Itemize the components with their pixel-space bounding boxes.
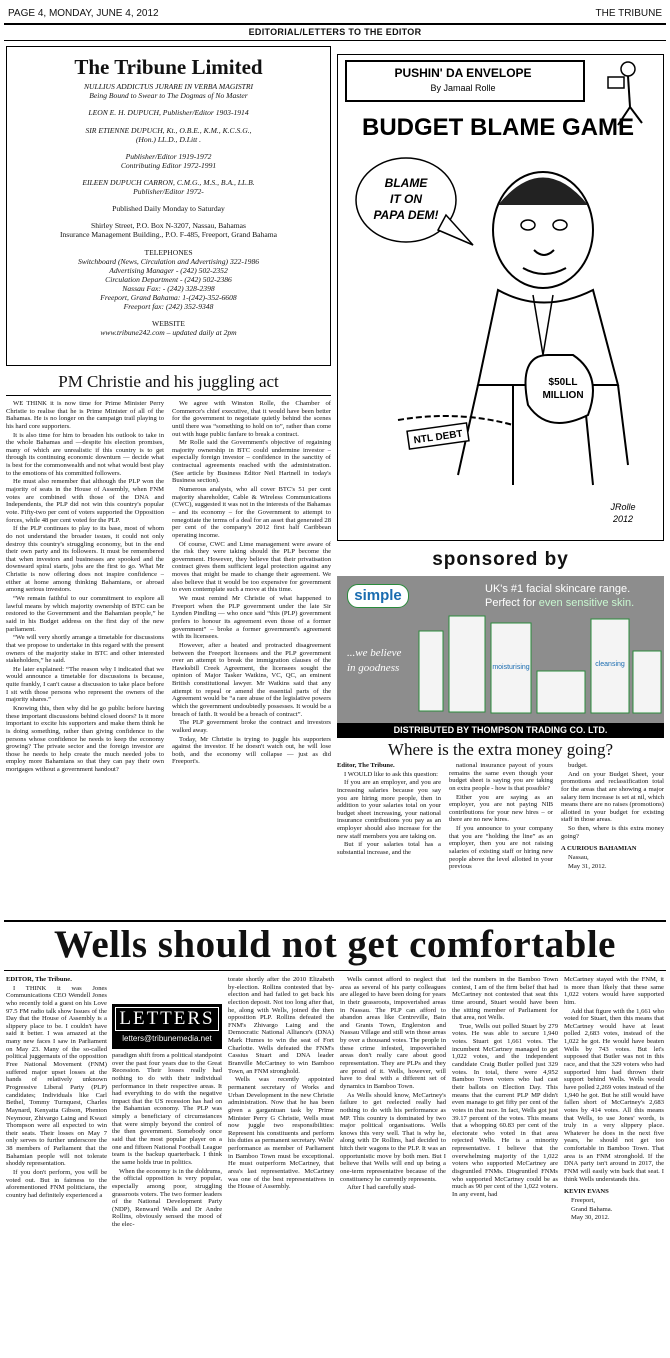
letter-paragraph: And on your Budget Sheet, your promotions and reclassification total for the areas that are showing a major salary item increase is set at nil, which means there are no raises (promotions) allotted in your budget for existing staff in those areas. (561, 770, 664, 824)
masthead-address: Shirley Street, P.O. Box N-3207, Nassau, Bahamas (90, 221, 247, 231)
letter-signature-place: Nassau, (568, 854, 589, 862)
masthead-phone: Freeport, Grand Bahama: 1-(242)-352-6608 (100, 293, 237, 303)
editorial-paragraph: Knowing this, then why did he go public before having these important discussions behind closed doors? Is it more important to excite his supporters and make them think he is doing something, rather than giving confidence to the persons whose confidence he needs to keep the economy growing? The private sector and the foreign investor are those he needs to help create the much needed jobs to employ more Bahamians so that they can pay their own mortgages without a government handout? (6, 704, 164, 774)
editorial-paragraph: We must remind Mr Christie of what happened to Freeport when the PLP government under the late Sir Lynden Pindling — who once said “this (PLP) government prefers to honour its agreement even those of a former government” – broke a former government's agreement with its licensees. (172, 595, 331, 641)
product-tube (419, 631, 443, 711)
letters-badge (112, 1004, 222, 1049)
letter-paragraph: If you don't perform, you will be voted out. But in fairness to the aforementioned FNM politicians, the country had definitely experienced a (6, 1169, 107, 1199)
letter-paragraph: I WOULD like to ask this question: (344, 770, 439, 778)
letter-paragraph: Wells cannot afford to neglect that area as several of his party colleagues are alleged to have been doing for years in their grassroots, impoverished areas in Nassau. The PLP can afford to abandon areas like Centreville, Bain and Grants Town, Englerston and Nassau Village and still win those areas by over a thousand votes. The people in these crime infested, impoverished areas don't really care about good representation. They are PLPs and they are proud of it. Wells, however, will have to deal with a different set of dynamics in Bamboo Town. (340, 976, 446, 1090)
section-title: EDITORIAL/LETTERS TO THE EDITOR (248, 27, 422, 37)
letter2-column-3 (228, 976, 334, 1351)
letter2-column-2 (112, 1052, 222, 1351)
editorial-paragraph: Today, Mr Christie is trying to juggle his supporters against the investor. If he doesn't watch out, he will lose both, and the economy will collapse — just as did Freeport's. (172, 735, 331, 766)
money-bag-label: $50LL (548, 377, 578, 388)
masthead-phone: Switchboard (News, Circulation and Advertising) 322-1986 (77, 256, 260, 266)
masthead-line: SIR ETIENNE DUPUCH, Kt., O.B.E., K.M., K.C.S.G., (85, 125, 252, 135)
ad-tagline (485, 582, 660, 611)
letter-headline: Where is the extra money going? (387, 740, 614, 759)
editorial-paragraph: He must also remember that although the PLP won the majority of seats in the House of Assembly, when FNM votes are combined with those of the DNA and Independents, the PLP did not win this country's popular vote. Fifty-two per cent of voters supported the Opposition forces, while 48 per cent voted for the PLP. (6, 478, 164, 524)
speech-line: PAPA DEM! (373, 208, 439, 222)
letter-salutation: Editor, The Tribune. (337, 762, 395, 769)
letter2-column-1 (6, 976, 107, 1351)
simple-skincare-ad (337, 576, 664, 738)
editorial-rule (6, 395, 331, 396)
masthead-line: Publisher/Editor 1919-1972 (125, 151, 212, 161)
cartoon-series-name: PUSHIN' DA ENVELOPE (394, 66, 532, 80)
editorial-paragraph: However, after a heated and protracted disagreement between the Freeport licensees and the PLP government over an attempt to break the immigration clauses of the Hawksbill Creek Agreement, the licensees sought the opinion of Major Tasker Watkins, VC, QC, an eminent British constitutional lawyer. Mr Watkins said that any attempt to repeal or amend the essential parts of the Agreement would be “a rare abuse of the legislative powers which the government undoubtedly possesses. It would be a breach of faith. It would be a breach of contract”. (172, 641, 331, 718)
masthead-telephones-heading: TELEPHONES (144, 247, 193, 257)
ad-tagline-2: Perfect for (485, 597, 539, 610)
page-header-left: PAGE 4, MONDAY, JUNE 4, 2012 (8, 8, 159, 19)
masthead-website-heading: WEBSITE (152, 319, 185, 329)
masthead-phone: Circulation Department - (242) 502-2386 (105, 274, 232, 284)
letter-paragraph: When the economy is in the doldrums, the official opposition is very popular, especially among poor, struggling grassroots voters. The two former leaders of the National Development Party (NDP), Renward Wells and Dr Andre Rollins, obviously sensed the mood of the elec- (112, 1167, 222, 1229)
debt-tag-label: NTL DEBT (413, 428, 464, 447)
masthead-address: Insurance Management Building., P.O. F-485, Freeport, Grand Bahama (59, 230, 277, 240)
editorial-column-2 (172, 400, 331, 920)
letters-badge-label: LETTERS (115, 1007, 219, 1031)
masthead-line: (Hon.) LL.D., D.Litt . (135, 134, 202, 144)
debt-chain (398, 416, 513, 425)
letter-signature-name: A CURIOUS BAHAMIAN (561, 845, 637, 853)
letter-signature-name: KEVIN EVANS (564, 1188, 609, 1196)
ad-products (417, 611, 662, 719)
cartoon-title: BUDGET BLAME GAME (362, 114, 634, 141)
sponsored-by-label: sponsored by (432, 549, 569, 570)
letter-paragraph: If you announce to your company that you are “holding the line” as an employer, then you are not raising salaries of existing staff or hiring new people above the level allotted in your previous (449, 825, 553, 871)
editorial-paragraph: The PLP government broke the contract and investors walked away. (172, 719, 331, 734)
letter-paragraph: But if your salaries total has a substantial increase, and the (337, 841, 441, 857)
letter-signature-place: Grand Bahama. (571, 1205, 613, 1213)
letter-paragraph: Wells was recently appointed permanent secretary of Works and Urban Development in the new Christie administration. Now that he has been given a gargantuan task by Prime Minister Perry G Christie, Wells must now juggle two responsibilities: Represent his constituents and perform his duties as permanent secretary. Wells' performance as member of Parliament in Bamboo Town must be exceptional. He must outperform McCartney, that area's last representative. McCartney was one of the best representatives in the House of Assembly. (228, 1076, 334, 1191)
ad-tagline-1: UK's #1 facial skincare range. (485, 583, 631, 595)
caricature-figure (458, 172, 628, 485)
letter-paragraph: If you are an employer, and you are increasing salaries because you say you are hiring more people, then in addition to your salaries total on your budget sheet increasing, your national insurance contributions you pay as an employer should also increase for the new staff members you are taking on. (337, 779, 441, 840)
letter-paragraph: torate shortly after the 2010 Elizabeth by-election. Rollins contested that by-election and had failed to get back his election deposit. Not too long after that, he, along with Wells, joined the then opposition PLP. Rollins defeated the FNM's Zhivargo Laing and the Democratic National Alliance's (DNA) Mark Humes to win the seat of Fort Charlotte. Wells defeated the FNM's Cassius Stuart and DNA leader Branville McCartney to win Bamboo Town, an FNM stronghold. (228, 976, 334, 1075)
letter1-column-2 (449, 762, 553, 920)
speech-line: IT ON (390, 192, 422, 206)
masthead-phone: Nassau Fax: - (242) 328-2398 (122, 283, 215, 293)
ad-distributor: DISTRIBUTED BY THOMPSON TRADING CO. LTD. (337, 723, 664, 738)
editorial-cartoon (337, 54, 664, 541)
cartoon-byline: By Jamaal Rolle (430, 83, 496, 93)
product-tube (633, 651, 661, 713)
editorial-paragraph: “We remain faithful to our commitment to explore all lawful means by which majority ownership of BTC can be restored to the Government and the Bahamian people,” he said in his Budget address on the first day of the new parliament. (6, 595, 164, 633)
letter2-column-5 (452, 976, 558, 1351)
ad-slogan (347, 646, 401, 677)
ad-slogan-2: in goodness (347, 662, 400, 675)
masthead-phone: Freeport fax: (242) 352-9348 (123, 302, 214, 312)
letter1-column-3 (561, 762, 664, 920)
letter-signature-place: Freeport, (571, 1196, 595, 1204)
masthead-line: Contributing Editor 1972-1991 (120, 160, 217, 170)
masthead-published: Published Daily Monday to Saturday (112, 204, 225, 214)
masthead-line: LEON E. H. DUPUCH, Publisher/Editor 1903-1914 (88, 108, 249, 118)
product-label: moisturising (492, 664, 530, 671)
letter2-column-4 (340, 976, 446, 1351)
speech-line: BLAME (384, 176, 428, 190)
editorial-paragraph: It is also time for him to broaden his outlook to take in the whole Bahamas and —despite his election promises, many of which are unrealistic if this country is to get through its continuing economic downturn — decide what is best for the commonwealth and not what would best play to the emotions of his committed followers. (6, 431, 164, 477)
editorial-headline: PM Christie and his juggling act (58, 372, 279, 391)
letter-paragraph: True, Wells out polled Stuart by 279 votes. He was able to secure 1,940 votes. Stuart got 1,661 votes. The incumbent McCartney managed to get 1,022 votes, and the independent candidate Craig Butler polled just 329 votes. In total, there were 4,952 Bamboo Town voters who had cast their ballots on Election Day. This means that the current PLP MP didn't even manage to get fifty per cent of the votes in that race. In fact, Wells got just 39.17 percent of the votes. This means that a whopping 60.83 per cent of the electorate who voted in that area rejected Wells. He is a minority representative. I believe that the overwhelming majority of the 1,022 voters who supported McCartney are disgruntled FNMs. Disgruntled FNMs who supported McCartney could be as much as 90 per cent of the 1,022 voters. In any event, had (452, 1022, 558, 1198)
masthead-line: EILEEN DUPUCH CARRON, C.M.G., M.S., B.A., LL.B. (82, 177, 255, 187)
letter-signature-date: May 31, 2012. (568, 862, 607, 870)
product-bottle (449, 616, 485, 712)
ad-brand-logo: simple (347, 584, 409, 608)
letter-paragraph: budget. (568, 762, 588, 769)
header-rule (4, 23, 666, 25)
editorial-paragraph: Numerous analysts, who all cover BTC's 51 per cent majority shareholder, Cable & Wireless Communications (CWC), suggested it was not in the interests of the Bahamas – and its economy – for the Government to attempt to renegotiate the terms of a deal for an asset that generated 28 per cent of the company's 2012 first half Caribbean operating income. (172, 486, 331, 539)
masthead-phone: Advertising Manager - (242) 502-2352 (109, 265, 228, 275)
letter-paragraph: Either you are saying as an employer, you are not paying NIB contributions for your new hires – or there are no new hires. (449, 793, 553, 824)
letter2-column-6 (564, 976, 664, 1351)
section-rule (4, 40, 666, 41)
letter-paragraph: Add that figure with the 1,661 who voted for Stuart, then this means that McCartney would have at least polled 2,683 votes, instead of the 1,022 he got. He would have beaten Wells by 743 votes. But let's supposed that Butler was not in this race, and that the 329 voters who had supported him had thrown their support behind Wells. Wells would have polled 2,269 votes instead of the 1,940 he got. But he still would have fallen short of McCartney's 2,683 votes by 414 votes. All this means that Wells, to use Jones' words, is truly in a very slippery place. Whatever he does in the next five years, he should not get too comfortable in Bamboo Town. That area is an FNM stronghold. If the DNA party isn't around in 2017, the FNM will easily win back that seat. I think Wells understands this. (564, 1007, 664, 1183)
editorial-paragraph: Of course, CWC and Lime management were aware of the risk they were taking should the PLP become the government. However, they believe that their privatisation contract gives them sufficient legal protection against any moves that might be made to change their agreement. We also believe that it would be too expensive for government to even contemplate such a move at this time. (172, 540, 331, 594)
letter-paragraph: So then, where is this extra money going? (561, 825, 664, 840)
cartoon-signature-year: 2012 (612, 514, 634, 524)
masthead-title: The Tribune Limited (74, 55, 263, 79)
letter-paragraph: As Wells should know, McCartney's failure to get reelected really had nothing to do with his performance as MP. This country is dominated by two major political organisations. Wells knows this very well. That is why he, along with Dr Rollins, had decided to hitch their wagons to the PLP. It was an opportunistic move by both men. But I believe that Wells will end up being a one-term representative because of the constituency he currently represents. (340, 1091, 446, 1183)
letter-salutation: EDITOR, The Tribune. (6, 976, 72, 983)
letter-signature-date: May 30, 2012. (571, 1214, 610, 1222)
page-header (8, 8, 662, 22)
letter-paragraph: After I had carefully stud- (347, 1184, 416, 1192)
speech-bubble-tail (438, 215, 473, 245)
ad-slogan-1: ...we believe (347, 647, 402, 659)
letters-email: letters@tribunemedia.net (122, 1034, 212, 1043)
editorial-paragraph: Mr Rolle said the Government's objective of regaining majority ownership in BTC could undermine investor – especially foreign investor – confidence in the sanctity of contractual agreements reached with the administration. (See article by Business Editor Neil Hartnell in today's Business section). (172, 439, 331, 485)
money-bag-label: MILLION (542, 390, 584, 401)
product-jar (537, 671, 585, 713)
editorial-paragraph: We agree with Winston Rolle, the Chamber of Commerce's chief executive, that it would have been better for the government to negotiate quietly behind the scenes until there was “something to hold on to”, rather than come out with huge public fanfare to break a contract. (172, 400, 331, 438)
letter2-title-rule (4, 970, 666, 971)
page-header-right: THE TRIBUNE (595, 8, 662, 19)
masthead-website: www.tribune242.com – updated daily at 2pm (100, 328, 237, 338)
editorial-paragraph: WE THINK it is now time for Prime Minister Perry Christie to realise that he is Prime Minister of all of the Bahamas. He is no longer on the campaign trail playing to his hard core supporters. (6, 400, 164, 430)
letter-paragraph: I THINK it was Jones Communications CEO Wendell Jones who recently told a guest on his Love 97.5 FM radio talk show Issues of the Day that the House of Assembly is a slippery place to be. I couldn't have said it better. I was amazed at the many new faces I saw in Parliament on May 23. Many of the so-called political juggernauts of the opposition Free National Movement (FNM) suffered major upset losses at the hands of relatively unknown Progressive Liberal Party (PLP) candidates; Individuals like Carl Bethel, Tommy Turnquest, Charles Maynard, Kenyatta Gibson, Phenton Neymour, Zhivargo Laing and Kwazi Thompson were all expected to win their seats. Their losses on May 7 only serves to further underscore the 38 members of Parliament that the Bahamian people will not tolerate shoddy representation. (6, 984, 107, 1168)
masthead-line: Publisher/Editor 1972- (133, 187, 204, 197)
cartoon-signature: JRolle (610, 502, 636, 512)
editorial-paragraph: “We will very shortly arrange a timetable for discussions that we propose to undertake in this regard with the present owners of the majority stake in BTC and other interested stakeholders,” he said. (6, 634, 164, 665)
masthead-box (6, 46, 331, 366)
ad-tagline-3: even sensitive skin. (538, 597, 635, 610)
letter-paragraph: McCartney stayed with the FNM, it is more than likely that these same 1,022 voters would have supported him. (564, 976, 664, 1006)
product-label: cleansing (595, 661, 625, 668)
masthead-motto-translation: Being Bound to Swear to The Dogmas of No Master (89, 91, 248, 101)
masthead-motto: NULLIUS ADDICTUS JURARE IN VERBA MAGISTRI (83, 82, 254, 92)
editorial-paragraph: He later explained: “The reason why I indicated that we would announce a timetable for discussions is because, quite frankly, I can't cause a discussion to take place before I sit with those persons who represent the owners of the majority shares.” (6, 665, 164, 704)
letter1-column-1 (337, 762, 441, 920)
letter2-headline: Wells should not get comfortable (54, 923, 616, 966)
letter-paragraph: national insurance payout of yours remains the same even though your budget sheet is saying you are taking on extra people - how is that possible? (449, 762, 553, 792)
money-bag (526, 355, 594, 423)
letter-paragraph: ied the numbers in the Bamboo Town contest, I am of the firm belief that had McCartney not contested that seat this time around, Stuart would have been the sitting member of Parliament for that area, not Wells. (452, 976, 558, 1022)
cartoon-drawing (338, 55, 663, 540)
editorial-column-1 (6, 400, 164, 920)
editorial-paragraph: If the PLP continues to play to its base, most of whom do not understand the broader issues, it could not only destroy this country's struggling economy, but in the end their own party and its followers. It must be remembered that when investors and businesses are spooked and the downward spiral starts, jobs are the first to go. What Mr Christie is now offering does not inspire confidence – either at home among thinking Bahamians, or abroad among serious investors. (6, 525, 164, 594)
letter-paragraph: paradigm shift from a political standpoint over the past four years due to the Great Recession. Their losses really had nothing to do with their individual performance in their respective areas. It had everything to do with the negative impact that the US recession has had on the Bahamian economy. The PLP was simply a beneficiary of circumstances that were simply beyond the control of the then government. Somebody once said that the most popular player on a one and fifteen National Football League team is the backup quarterback. I think the same holds true in politics. (112, 1052, 222, 1166)
